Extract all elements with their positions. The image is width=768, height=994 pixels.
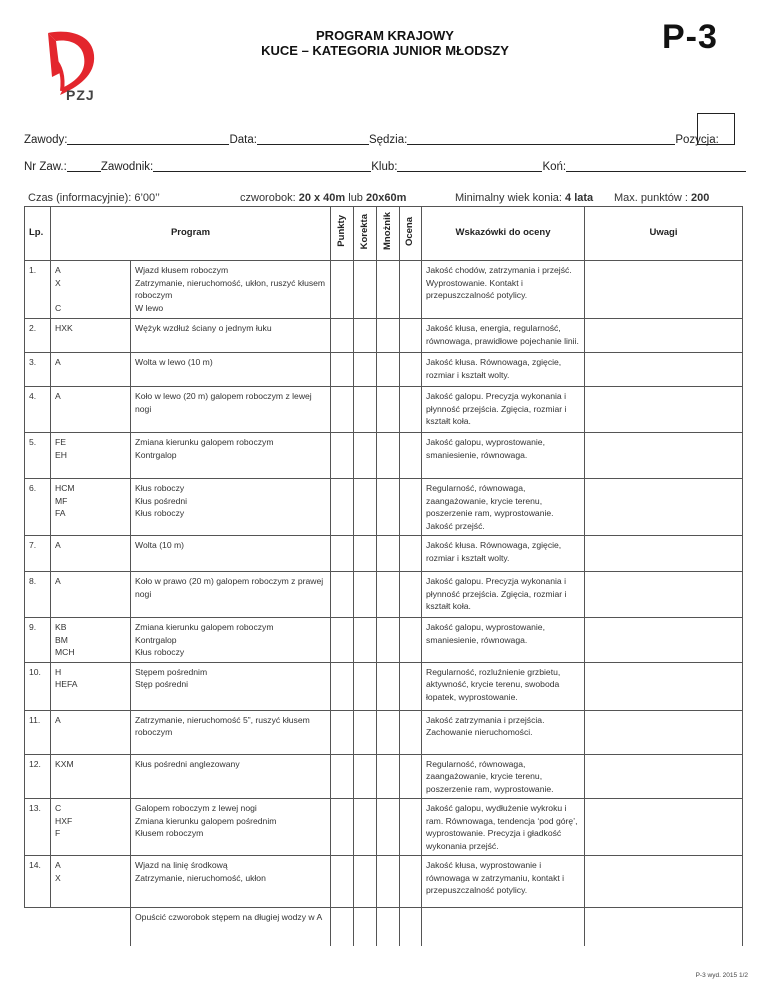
table-row [25,433,743,479]
header-wskazowki: Wskazówki do oceny [422,207,585,261]
score-korekta-cell[interactable] [354,536,377,572]
score-korekta-cell[interactable] [354,618,377,663]
score-ocena-cell[interactable] [400,856,422,908]
score-korekta-cell[interactable] [354,387,377,433]
footer-text: P-3 wyd. 2015 1/2 [695,972,748,979]
score-korekta-cell[interactable] [354,710,377,754]
row-position: KB BM MCH [51,618,131,663]
row-hint: Jakość kłusa, wyprostowanie i równowaga w zatrzymaniu, kontakt i przepuszczalność potylicy. [422,856,585,908]
row-hint: Jakość galopu, wyprostowanie, smaniesienie, równowaga. [422,433,585,479]
nr-zaw-input[interactable] [67,160,101,172]
row-position: A [51,710,131,754]
row-number: 7. [25,536,51,572]
row-hint: Regularność, rozluźnienie grzbietu, aktywność, krycie terenu, swoboda łopatek, wyprostowanie. [422,662,585,710]
klub-label: Klub: [371,161,398,173]
score-mnoznik-cell[interactable] [377,353,400,387]
row-position: A X [51,856,131,908]
score-punkty-cell[interactable] [331,353,354,387]
uwagi-cell[interactable] [585,618,743,663]
row-number: 9. [25,618,51,663]
table-row [25,572,743,618]
czworobok-or: lub [345,192,366,204]
score-punkty-cell[interactable] [331,536,354,572]
score-ocena-cell[interactable] [400,754,422,799]
table-row [25,618,743,663]
row-program: Koło w lewo (20 m) galopem roboczym z lewej nogi [131,387,331,433]
zawody-label: Zawody: [24,134,68,146]
row-number: 10. [25,662,51,710]
zawodnik-input[interactable] [153,160,371,172]
final-note: Opuścić czworobok stępem na długiej wodzy w A [131,908,331,946]
uwagi-cell[interactable] [585,662,743,710]
klub-input[interactable] [397,160,542,172]
score-mnoznik-cell[interactable] [377,536,400,572]
score-korekta-cell[interactable] [354,319,377,353]
row-number: 14. [25,856,51,908]
row-program: Zatrzymanie, nieruchomość 5”, ruszyć kłusem roboczym [131,710,331,754]
header-mnoznik: Mnożnik [381,212,393,251]
row-hint: Jakość kłusa. Równowaga, zgięcie, rozmiar i kształt wolty. [422,536,585,572]
sedzia-input[interactable] [407,133,675,145]
field-row-1 [24,133,719,147]
score-ocena-cell[interactable] [400,536,422,572]
row-position: A [51,387,131,433]
table-row [25,662,743,710]
czworobok-label: czworobok: [240,192,299,204]
score-korekta-cell[interactable] [354,572,377,618]
pozycja-label: Pozycja: [675,134,719,146]
row-program: Koło w prawo (20 m) galopem roboczym z prawej nogi [131,572,331,618]
table-row [25,353,743,387]
data-label: Data: [229,134,257,146]
pzj-logo [40,25,110,107]
uwagi-cell[interactable] [585,353,743,387]
row-program: Wężyk wzdłuż ściany o jednym łuku [131,319,331,353]
score-mnoznik-cell[interactable] [377,261,400,319]
row-program: Wolta (10 m) [131,536,331,572]
row-position: A [51,353,131,387]
table-row [25,799,743,856]
score-punkty-cell[interactable] [331,856,354,908]
row-program: Zmiana kierunku galopem roboczym Kontrgalop [131,433,331,479]
row-position: A X C [51,261,131,319]
zawody-input[interactable] [67,133,229,145]
score-korekta-cell[interactable] [354,353,377,387]
row-hint: Regularność, równowaga, zaangażowanie, krycie terenu, poszerzenie ram, wyprostowanie. Jakość przejść. [422,479,585,536]
final-uwagi-cell [585,908,743,946]
row-number: 8. [25,572,51,618]
row-program: Kłus roboczy Kłus pośredni Kłus roboczy [131,479,331,536]
row-hint: Jakość galopu, wyprostowanie, smaniesienie, równowaga. [422,618,585,663]
table-row [25,319,743,353]
header-lp: Lp. [25,207,51,261]
uwagi-cell[interactable] [585,387,743,433]
table-row [25,710,743,754]
row-number: 13. [25,799,51,856]
uwagi-cell[interactable] [585,572,743,618]
score-ocena-cell[interactable] [400,572,422,618]
final-score-cell [331,908,354,946]
row-number: 3. [25,353,51,387]
field-row-2 [24,160,746,174]
nr-zaw-label: Nr Zaw.: [24,161,67,173]
header-punkty: Punkty [335,215,347,248]
score-ocena-cell[interactable] [400,710,422,754]
czworobok-b: 20x60m [365,192,407,204]
row-hint: Jakość galopu, wydłużenie wykroku i ram. Równowaga, tendencja ‘pod górę’, wyprostowanie. Precyzja i gładkość wykonania przejść. [422,799,585,856]
table-row [25,754,743,799]
score-ocena-cell[interactable] [400,618,422,663]
table-row [25,536,743,572]
score-mnoznik-cell[interactable] [377,618,400,663]
row-number: 12. [25,754,51,799]
row-hint: Jakość chodów, zatrzymania i przejść. Wyprostowanie. Kontakt i przepuszczalność potylicy. [422,261,585,319]
uwagi-cell[interactable] [585,754,743,799]
score-mnoznik-cell[interactable] [377,662,400,710]
score-ocena-cell[interactable] [400,387,422,433]
wiek-label: Minimalny wiek konia: [455,192,566,204]
score-ocena-cell[interactable] [400,433,422,479]
score-mnoznik-cell[interactable] [377,319,400,353]
uwagi-cell[interactable] [585,319,743,353]
row-number: 6. [25,479,51,536]
score-punkty-cell[interactable] [331,662,354,710]
czworobok-a: 20 x 40m [298,192,346,204]
score-korekta-cell[interactable] [354,856,377,908]
row-position: C HXF F [51,799,131,856]
score-korekta-cell[interactable] [354,261,377,319]
title-line-2: KUCE – KATEGORIA JUNIOR MŁODSZY [261,43,509,58]
program-code: P-3 [662,18,718,56]
score-mnoznik-cell[interactable] [377,856,400,908]
row-number: 5. [25,433,51,479]
uwagi-cell[interactable] [585,710,743,754]
row-position: HXK [51,319,131,353]
row-position: A [51,572,131,618]
score-mnoznik-cell[interactable] [377,479,400,536]
czworobok-info [240,192,406,204]
header-uwagi: Uwagi [585,207,743,261]
score-mnoznik-cell[interactable] [377,710,400,754]
zawodnik-label: Zawodnik: [100,161,154,173]
max-label: Max. punktów : [614,192,692,204]
row-number: 2. [25,319,51,353]
score-ocena-cell[interactable] [400,319,422,353]
row-program: Wjazd na linię środkową Zatrzymanie, nieruchomość, ukłon [131,856,331,908]
uwagi-cell[interactable] [585,799,743,856]
data-input[interactable] [257,133,369,145]
score-mnoznik-cell[interactable] [377,572,400,618]
row-position: H HEFA [51,662,131,710]
final-note-row [25,908,743,946]
score-punkty-cell[interactable] [331,710,354,754]
czas-info: Czas (informacyjnie): 6’00’’ [28,192,160,204]
score-ocena-cell[interactable] [400,662,422,710]
score-punkty-cell[interactable] [331,261,354,319]
wiek-value: 4 lata [565,192,594,204]
row-hint: Jakość galopu. Precyzja wykonania i płynność przejścia. Zgięcia, rozmiar i kształt koła. [422,572,585,618]
header-korekta: Korekta [358,213,370,249]
row-hint: Jakość zatrzymania i przejścia. Zachowanie nieruchomości. [422,710,585,754]
final-score-cell [400,908,422,946]
row-program: Stępem pośrednim Stęp pośredni [131,662,331,710]
row-position: FE EH [51,433,131,479]
score-punkty-cell[interactable] [331,618,354,663]
row-number: 1. [25,261,51,319]
final-score-cell [377,908,400,946]
row-program: Zmiana kierunku galopem roboczym Kontrgalop Kłus roboczy [131,618,331,663]
max-value: 200 [691,192,710,204]
kon-label: Koń: [542,161,567,173]
row-hint: Jakość galopu. Precyzja wykonania i płynność przejścia. Zgięcia, rozmiar i kształt koła. [422,387,585,433]
score-korekta-cell[interactable] [354,479,377,536]
table-row [25,856,743,908]
score-punkty-cell[interactable] [331,572,354,618]
score-punkty-cell[interactable] [331,319,354,353]
score-ocena-cell[interactable] [400,353,422,387]
kon-input[interactable] [566,160,746,172]
uwagi-cell[interactable] [585,856,743,908]
max-info [614,192,709,204]
wiek-info [455,192,593,204]
score-punkty-cell[interactable] [331,479,354,536]
row-program: Kłus pośredni anglezowany [131,754,331,799]
row-position: KXM [51,754,131,799]
title-line-1: PROGRAM KRAJOWY [316,28,454,43]
header-program: Program [51,207,331,261]
row-position: HCM MF FA [51,479,131,536]
score-punkty-cell[interactable] [331,799,354,856]
score-mnoznik-cell[interactable] [377,387,400,433]
uwagi-cell[interactable] [585,479,743,536]
final-score-cell [354,908,377,946]
final-note-empty [25,908,131,946]
row-program: Wjazd kłusem roboczym Zatrzymanie, nieruchomość, ukłon, ruszyć kłusem roboczym W lewo [131,261,331,319]
uwagi-cell[interactable] [585,261,743,319]
row-number: 11. [25,710,51,754]
logo-text: PZJ [66,87,95,103]
uwagi-cell[interactable] [585,536,743,572]
score-ocena-cell[interactable] [400,479,422,536]
row-hint: Regularność, równowaga, zaangażowanie, krycie terenu, poszerzenie ram, wyprostowanie. [422,754,585,799]
score-ocena-cell[interactable] [400,261,422,319]
score-punkty-cell[interactable] [331,387,354,433]
score-korekta-cell[interactable] [354,662,377,710]
final-hint-cell [422,908,585,946]
score-korekta-cell[interactable] [354,754,377,799]
score-mnoznik-cell[interactable] [377,799,400,856]
row-hint: Jakość kłusa. Równowaga, zgięcie, rozmiar i kształt wolty. [422,353,585,387]
score-korekta-cell[interactable] [354,799,377,856]
score-punkty-cell[interactable] [331,433,354,479]
score-mnoznik-cell[interactable] [377,433,400,479]
score-korekta-cell[interactable] [354,433,377,479]
header-ocena: Ocena [404,216,416,246]
score-mnoznik-cell[interactable] [377,754,400,799]
score-punkty-cell[interactable] [331,754,354,799]
score-ocena-cell[interactable] [400,799,422,856]
table-row [25,387,743,433]
table-row [25,261,743,319]
row-hint: Jakość kłusa, energia, regularność, równowaga, prawidłowe pojechanie linii. [422,319,585,353]
row-number: 4. [25,387,51,433]
row-program: Wolta w lewo (10 m) [131,353,331,387]
uwagi-cell[interactable] [585,433,743,479]
sedzia-label: Sędzia: [368,134,408,146]
row-program: Galopem roboczym z lewej nogi Zmiana kierunku galopem pośrednim Kłusem roboczym [131,799,331,856]
table-row [25,479,743,536]
program-table [24,206,743,946]
row-position: A [51,536,131,572]
